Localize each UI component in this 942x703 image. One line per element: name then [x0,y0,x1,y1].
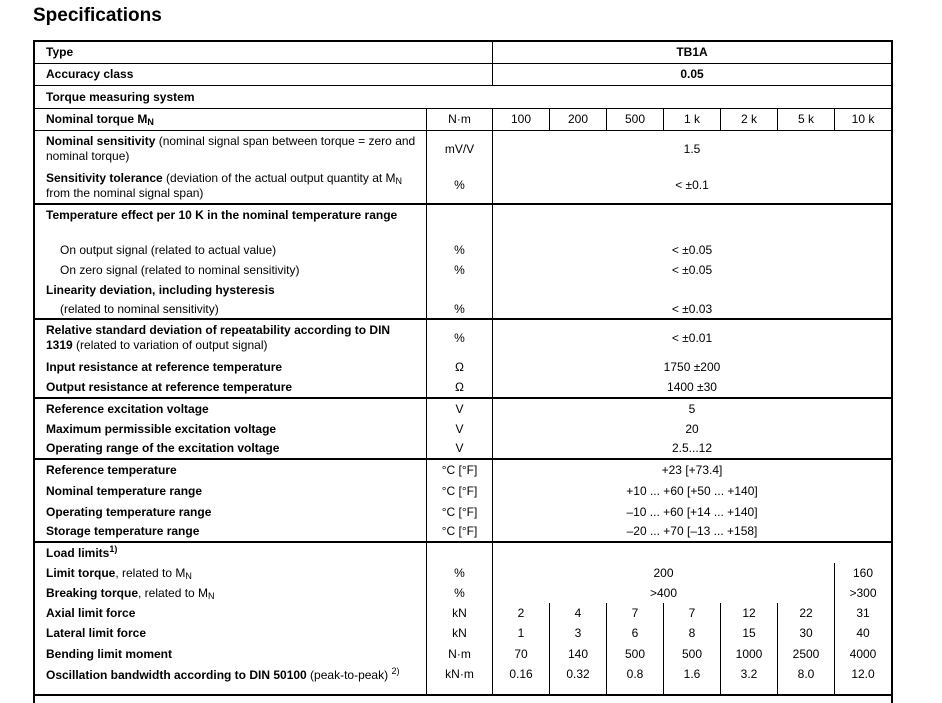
value-cell: 2 [492,603,549,623]
value-cell: 0.32 [549,665,606,694]
value-cell: < ±0.03 [492,300,891,318]
row-repeatability [35,320,891,357]
value-cell: 0.8 [606,665,663,694]
row-accuracy-class [35,64,891,86]
row-on-zero-signal [35,260,891,280]
column-header: 10 k [834,109,891,130]
value-cell: 8.0 [777,665,834,694]
unit-cell: % [426,320,492,357]
row-bending-limit-moment [35,644,891,665]
value-cell: 140 [549,644,606,665]
row-on-output-label: On output signal (related to actual value) [60,242,277,257]
column-header: 200 [549,109,606,130]
value-cell: 3 [549,623,606,644]
row-axial-limit-force-label: Axial limit force [46,605,136,620]
value-cell: 20 [492,419,891,439]
unit-cell: % [426,240,492,260]
row-operating-temperature-label: Operating temperature range [46,504,212,519]
value-cell: –20 ... +70 [–13 ... +158] [492,522,891,541]
value-cell: < ±0.1 [492,168,891,203]
row-output-resistance-label: Output resistance at reference temperature [46,380,293,394]
value-cell: 6 [606,623,663,644]
value-cell: 1.5 [492,131,891,168]
value-cell: 7 [663,603,720,623]
row-on-output-signal [35,240,891,260]
value-cell: 500 [663,644,720,665]
value-cell: 500 [606,644,663,665]
value-cell: >300 [834,583,891,603]
row-torque-measuring-system [35,86,891,109]
row-nominal-torque-label: Nominal torque $M_N$ [46,112,154,127]
unit-cell: N·m [426,109,492,130]
row-type [35,42,891,64]
row-operating-excitation-label: Operating range of the excitation voltage [46,441,280,455]
value-cell: 4 [549,603,606,623]
value-cell: 2.5...12 [492,439,891,458]
row-linearity-related-label: (related to nominal sensitivity) [60,301,219,316]
column-header: 1 k [663,109,720,130]
row-temperature-effect [35,205,891,240]
row-partial-cutoff [35,696,891,703]
row-sensitivity-tolerance-label: Sensitivity tolerance (deviation of the actual output quantity at $M_N$ from the nominal signal span) [46,171,403,200]
value-cell: 70 [492,644,549,665]
row-reference-excitation-label: Reference excitation voltage [46,401,209,416]
value-cell: 15 [720,623,777,644]
value-cell: 160 [834,563,891,583]
unit-cell: V [426,419,492,439]
row-reference-excitation [35,399,891,419]
row-storage-temperature [35,522,891,543]
row-nominal-sensitivity-label: Nominal sensitivity (nominal signal span between torque = zero and nominal torque) [46,134,416,163]
unit-cell [426,543,492,563]
row-axial-limit-force [35,603,891,623]
empty-cell [35,696,891,703]
value-cell: 40 [834,623,891,644]
unit-cell: V [426,399,492,419]
row-max-excitation [35,419,891,439]
column-header: 2 k [720,109,777,130]
unit-cell: Ω [426,378,492,397]
value-cell: 4000 [834,644,891,665]
unit-cell: % [426,300,492,318]
row-operating-temperature [35,502,891,522]
column-header: 5 k [777,109,834,130]
value-cell: +10 ... +60 [+50 ... +140] [492,481,891,502]
row-breaking-torque-label: Breaking torque, related to $M_N$ [46,585,215,601]
value-cell: 2500 [777,644,834,665]
column-header: 100 [492,109,549,130]
value-cell [492,543,891,563]
unit-cell: % [426,168,492,203]
value-cell: < ±0.05 [492,260,891,280]
row-breaking-torque [35,583,891,603]
unit-cell [426,280,492,300]
row-repeatability-label: Relative standard deviation of repeatability according to DIN 1319 (related to variation of output signal) [46,323,391,352]
value-cell [492,205,891,240]
row-nominal-torque [35,109,891,131]
row-load-limits [35,543,891,563]
row-lateral-limit-force-label: Lateral limit force [46,626,147,640]
row-output-resistance [35,378,891,399]
value-cell: >400 [492,583,834,603]
row-lateral-limit-force [35,623,891,644]
unit-cell: kN·m [426,665,492,694]
unit-cell: °C [°F] [426,460,492,481]
value-cell: 1750 ±200 [492,357,891,378]
unit-cell: % [426,563,492,583]
value-cell: 31 [834,603,891,623]
value-cell: 1400 ±30 [492,378,891,397]
row-type-value: TB1A [492,42,891,63]
unit-cell: kN [426,603,492,623]
value-cell: 5 [492,399,891,419]
row-linearity-label: Linearity deviation, including hysteresis [46,282,275,297]
row-linearity-related [35,300,891,320]
row-input-resistance [35,357,891,378]
row-oscillation-bandwidth [35,665,891,696]
row-reference-temperature-label: Reference temperature [46,463,177,477]
specifications-table [33,40,893,703]
value-cell: 3.2 [720,665,777,694]
row-oscillation-bandwidth-label: Oscillation bandwidth according to DIN 50100 (peak-to-peak) $^{2)}$ [46,666,400,682]
row-bending-limit-moment-label: Bending limit moment [46,647,172,661]
value-cell: < ±0.05 [492,240,891,260]
row-operating-excitation [35,439,891,460]
value-cell: 12.0 [834,665,891,694]
unit-cell [426,205,492,240]
row-max-excitation-label: Maximum permissible excitation voltage [46,421,277,436]
unit-cell: % [426,583,492,603]
unit-cell: % [426,260,492,280]
row-accuracy-label: Accuracy class [46,67,134,81]
value-cell: 1 [492,623,549,644]
value-cell: 8 [663,623,720,644]
page-title: Specifications [33,5,162,26]
unit-cell: V [426,439,492,458]
unit-cell: Ω [426,357,492,378]
value-cell: –10 ... +60 [+14 ... +140] [492,502,891,522]
row-linearity-deviation [35,280,891,300]
unit-cell: °C [°F] [426,502,492,522]
unit-cell: kN [426,623,492,644]
row-load-limits-label: Load limits$^{1)}$ [46,543,118,560]
row-sensitivity-tolerance [35,168,891,205]
value-cell: 12 [720,603,777,623]
value-cell: 1000 [720,644,777,665]
row-nominal-temperature [35,481,891,502]
row-limit-torque [35,563,891,583]
value-cell: 200 [492,563,834,583]
row-nominal-sensitivity [35,131,891,168]
value-cell: 30 [777,623,834,644]
unit-cell: mV/V [426,131,492,168]
row-input-resistance-label: Input resistance at reference temperature [46,360,283,374]
value-cell: 0.16 [492,665,549,694]
row-torque-system-label: Torque measuring system [46,89,195,104]
unit-cell: °C [°F] [426,522,492,541]
unit-cell: N·m [426,644,492,665]
value-cell [492,280,891,300]
row-temperature-effect-label: Temperature effect per 10 K in the nominal temperature range [46,208,398,222]
value-cell: 7 [606,603,663,623]
row-reference-temperature [35,460,891,481]
row-accuracy-value: 0.05 [492,64,891,85]
value-cell: 22 [777,603,834,623]
value-cell: < ±0.01 [492,320,891,357]
row-storage-temperature-label: Storage temperature range [46,524,200,538]
value-cell: +23 [+73.4] [492,460,891,481]
row-type-label: Type [46,45,74,59]
row-on-zero-label: On zero signal (related to nominal sensitivity) [60,262,300,277]
row-nominal-temperature-label: Nominal temperature range [46,484,203,498]
column-header: 500 [606,109,663,130]
value-cell: 1.6 [663,665,720,694]
unit-cell: °C [°F] [426,481,492,502]
row-limit-torque-label: Limit torque, related to $M_N$ [46,565,192,581]
